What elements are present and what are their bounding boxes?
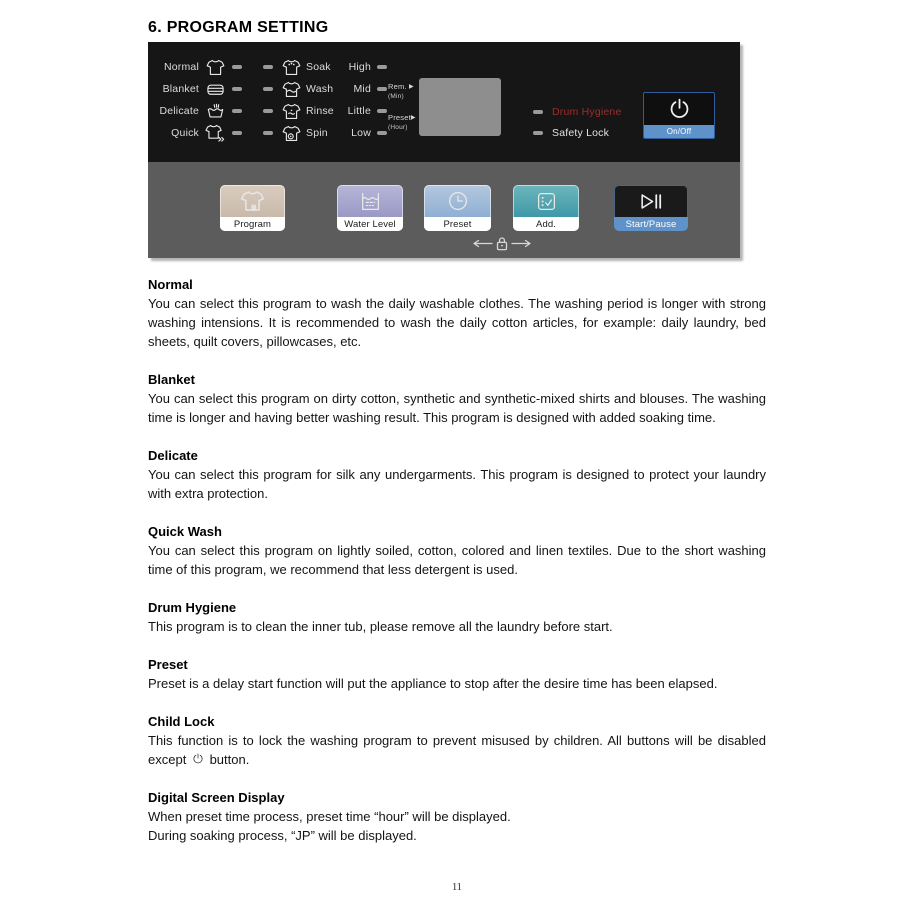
on-off-label: On/Off — [644, 125, 714, 138]
function-label: Rinse — [306, 105, 334, 117]
level-label: Low — [351, 127, 371, 139]
power-icon — [644, 93, 714, 125]
indicator-led — [533, 131, 543, 135]
preset-button-label: Preset — [424, 217, 491, 231]
section-drum-hygiene — [148, 598, 766, 636]
safety-lock-indicator — [533, 127, 609, 139]
preset-time-label: Preset▶ (Hour) — [388, 113, 416, 131]
indicator-led — [533, 110, 543, 114]
page-title: 6. PROGRAM SETTING — [148, 18, 329, 36]
section-body: You can select this program on dirty cotton, synthetic and synthetic-mixed shirts and blouses. The washing time is longer and having better washing result. This program is designed with added soaking time. — [148, 391, 766, 425]
indicator-led — [377, 109, 387, 113]
water-level-button-label: Water Level — [337, 217, 403, 231]
water-level-icon — [337, 185, 403, 217]
play-pause-icon — [614, 185, 688, 217]
function-row-spin — [263, 122, 334, 144]
program-row-normal — [158, 56, 242, 78]
section-body: This function is to lock the washing program to prevent misused by children. All buttons will be disabled except button. — [148, 733, 766, 767]
level-label: High — [348, 61, 371, 73]
remaining-time-label: Rem. ▶ (Min) — [388, 82, 414, 100]
indicator-led — [232, 65, 242, 69]
function-label: Wash — [306, 83, 334, 95]
section-body-line2: During soaking process, “JP” will be displayed. — [148, 828, 417, 843]
program-label: Quick — [171, 127, 199, 139]
section-heading: Delicate — [148, 448, 198, 463]
level-row-mid — [338, 78, 387, 100]
program-row-blanket — [158, 78, 242, 100]
section-heading: Quick Wash — [148, 524, 222, 539]
section-heading: Drum Hygiene — [148, 600, 237, 615]
section-heading: Preset — [148, 657, 188, 672]
safety-lock-label: Safety Lock — [552, 127, 610, 139]
digital-display — [419, 78, 501, 136]
control-panel-figure — [148, 42, 740, 258]
function-row-soak — [263, 56, 334, 78]
panel-indicator-area — [148, 42, 740, 162]
program-row-delicate — [158, 100, 242, 122]
section-body: Preset is a delay start function will put the appliance to stop after the desire time has been elapsed. — [148, 676, 718, 691]
section-body: You can select this program for silk any undergarments. This program is designed to protect your laundry with extra protection. — [148, 467, 766, 501]
section-child-lock — [148, 712, 766, 769]
on-off-button[interactable] — [643, 92, 715, 139]
section-body: You can select this program to wash the daily washable clothes. The washing period is longer with strong washing intensions. It is recommended to wash the daily cotton articles, for example: daily laundry, bed sheets, quilt covers, pillowcases, etc. — [148, 296, 766, 349]
section-body: This program is to clean the inner tub, please remove all the laundry before start. — [148, 619, 613, 634]
indicator-led — [263, 131, 273, 135]
section-body: You can select this program on lightly soiled, cotton, colored and linen textiles. Due to the short washing time of this program, we recommend that less detergent is used. — [148, 543, 766, 577]
indicator-led — [232, 131, 242, 135]
program-button[interactable] — [220, 185, 285, 231]
indicator-led — [377, 131, 387, 135]
remaining-time-unit: (Min) — [388, 93, 404, 100]
program-button-label: Program — [220, 217, 285, 231]
start-pause-button[interactable] — [614, 185, 688, 231]
start-pause-button-label: Start/Pause — [614, 217, 688, 231]
preset-button[interactable] — [424, 185, 491, 231]
function-label: Spin — [306, 127, 328, 139]
quick-wash-icon — [204, 124, 226, 142]
indicator-led — [232, 109, 242, 113]
section-body-line1: When preset time process, preset time “hour” will be displayed. — [148, 809, 511, 824]
section-blanket — [148, 370, 766, 427]
section-normal — [148, 275, 766, 351]
arrow-right-icon: ▶ — [410, 115, 416, 121]
checklist-icon — [513, 185, 579, 217]
drum-hygiene-indicator — [533, 106, 622, 118]
program-row-quick — [158, 122, 242, 144]
preset-time-unit: (Hour) — [388, 124, 408, 131]
add-button-label: Add. — [513, 217, 579, 231]
level-label: Little — [347, 105, 371, 117]
rinse-shirt-icon — [280, 103, 302, 120]
section-quick-wash — [148, 522, 766, 579]
function-column — [263, 56, 334, 144]
add-button[interactable] — [513, 185, 579, 231]
shirt-icon — [204, 59, 226, 76]
shirt-icon — [220, 185, 285, 217]
level-row-little — [338, 100, 387, 122]
power-icon — [192, 753, 204, 765]
program-label: Blanket — [162, 83, 199, 95]
soak-shirt-icon — [280, 59, 302, 76]
program-column — [158, 56, 242, 144]
clock-icon — [424, 185, 491, 217]
program-label: Delicate — [159, 105, 199, 117]
water-level-column — [338, 56, 387, 144]
child-lock-icon — [464, 235, 540, 252]
section-preset — [148, 655, 766, 693]
level-label: Mid — [353, 83, 371, 95]
indicator-led — [232, 87, 242, 91]
spin-shirt-icon — [280, 125, 302, 142]
water-level-button[interactable] — [337, 185, 403, 231]
function-row-wash — [263, 78, 334, 100]
section-digital-screen-display — [148, 788, 766, 845]
panel-button-deck — [148, 162, 740, 258]
document-body — [148, 258, 766, 845]
arrow-right-icon: ▶ — [409, 84, 414, 90]
drum-hygiene-label: Drum Hygiene — [552, 106, 622, 118]
indicator-led — [263, 87, 273, 91]
section-heading: Digital Screen Display — [148, 790, 285, 805]
blanket-icon — [204, 82, 226, 97]
section-heading: Normal — [148, 277, 193, 292]
program-label: Normal — [163, 61, 199, 73]
indicator-led — [263, 109, 273, 113]
wash-shirt-icon — [280, 81, 302, 98]
page-number: 11 — [452, 882, 462, 893]
section-heading: Blanket — [148, 372, 195, 387]
section-heading: Child Lock — [148, 714, 215, 729]
indicator-led — [263, 65, 273, 69]
indicator-led — [377, 65, 387, 69]
level-row-high — [338, 56, 387, 78]
section-delicate — [148, 446, 766, 503]
handwash-icon — [204, 103, 226, 119]
level-row-low — [338, 122, 387, 144]
function-row-rinse — [263, 100, 334, 122]
indicator-led — [377, 87, 387, 91]
function-label: Soak — [306, 61, 331, 73]
